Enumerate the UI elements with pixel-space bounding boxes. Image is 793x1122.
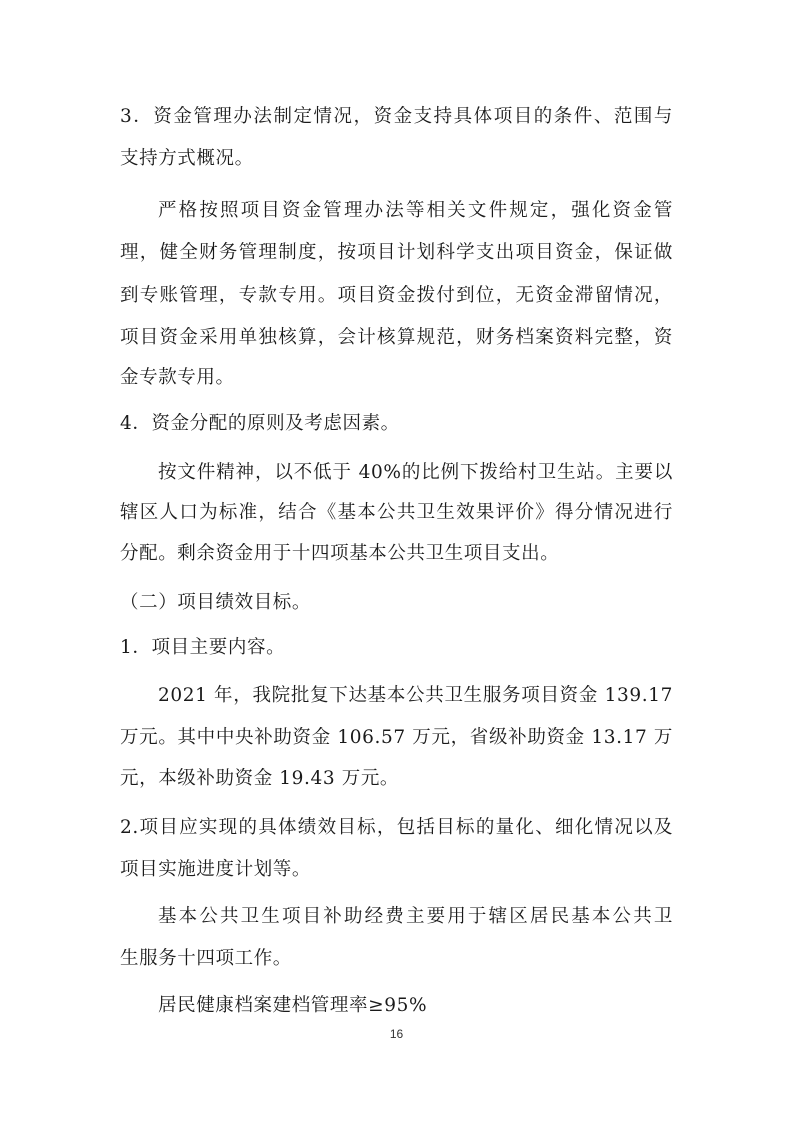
body-line: 按文件精神，以不低于 40%的比例下拨给村卫生站。主要以 <box>158 462 673 483</box>
heading-line: 3．资金管理办法制定情况，资金支持具体项目的条件、范围与 <box>120 106 673 127</box>
heading-line: 项目实施进度计划等。 <box>120 859 312 880</box>
heading-line: 2.项目应实现的具体绩效目标，包括目标的量化、细化情况以及 <box>120 817 673 838</box>
heading-line: 4．资金分配的原则及考虑因素。 <box>120 413 400 434</box>
body-line: 项目资金采用单独核算，会计核算规范，财务档案资料完整，资 <box>120 327 673 348</box>
target-line: 居民健康档案建档管理率≥95% <box>158 995 428 1016</box>
body-line: 金专款专用。 <box>120 367 235 388</box>
heading-line: 1．项目主要内容。 <box>120 637 286 658</box>
body-line: 万元。其中中央补助资金 106.57 万元，省级补助资金 13.17 万 <box>120 727 673 748</box>
page-number: 16 <box>389 1027 404 1041</box>
body-line: 元，本级补助资金 19.43 万元。 <box>120 768 400 789</box>
heading-line: 支持方式概况。 <box>120 148 254 169</box>
body-line: 2021 年，我院批复下达基本公共卫生服务项目资金 139.17 <box>158 685 673 706</box>
body-line: 到专账管理，专款专用。项目资金拨付到位，无资金滞留情况， <box>120 285 673 306</box>
body-line: 分配。剩余资金用于十四项基本公共卫生项目支出。 <box>120 543 560 564</box>
body-line: 理，健全财务管理制度，按项目计划科学支出项目资金，保证做 <box>120 242 673 263</box>
body-line: 基本公共卫生项目补助经费主要用于辖区居民基本公共卫 <box>158 906 673 927</box>
section-heading: （二）项目绩效目标。 <box>120 592 312 613</box>
body-line: 生服务十四项工作。 <box>120 948 292 969</box>
body-line: 严格按照项目资金管理办法等相关文件规定，强化资金管 <box>158 200 673 221</box>
body-line: 辖区人口为标准，结合《基本公共卫生效果评价》得分情况进行 <box>120 502 673 523</box>
